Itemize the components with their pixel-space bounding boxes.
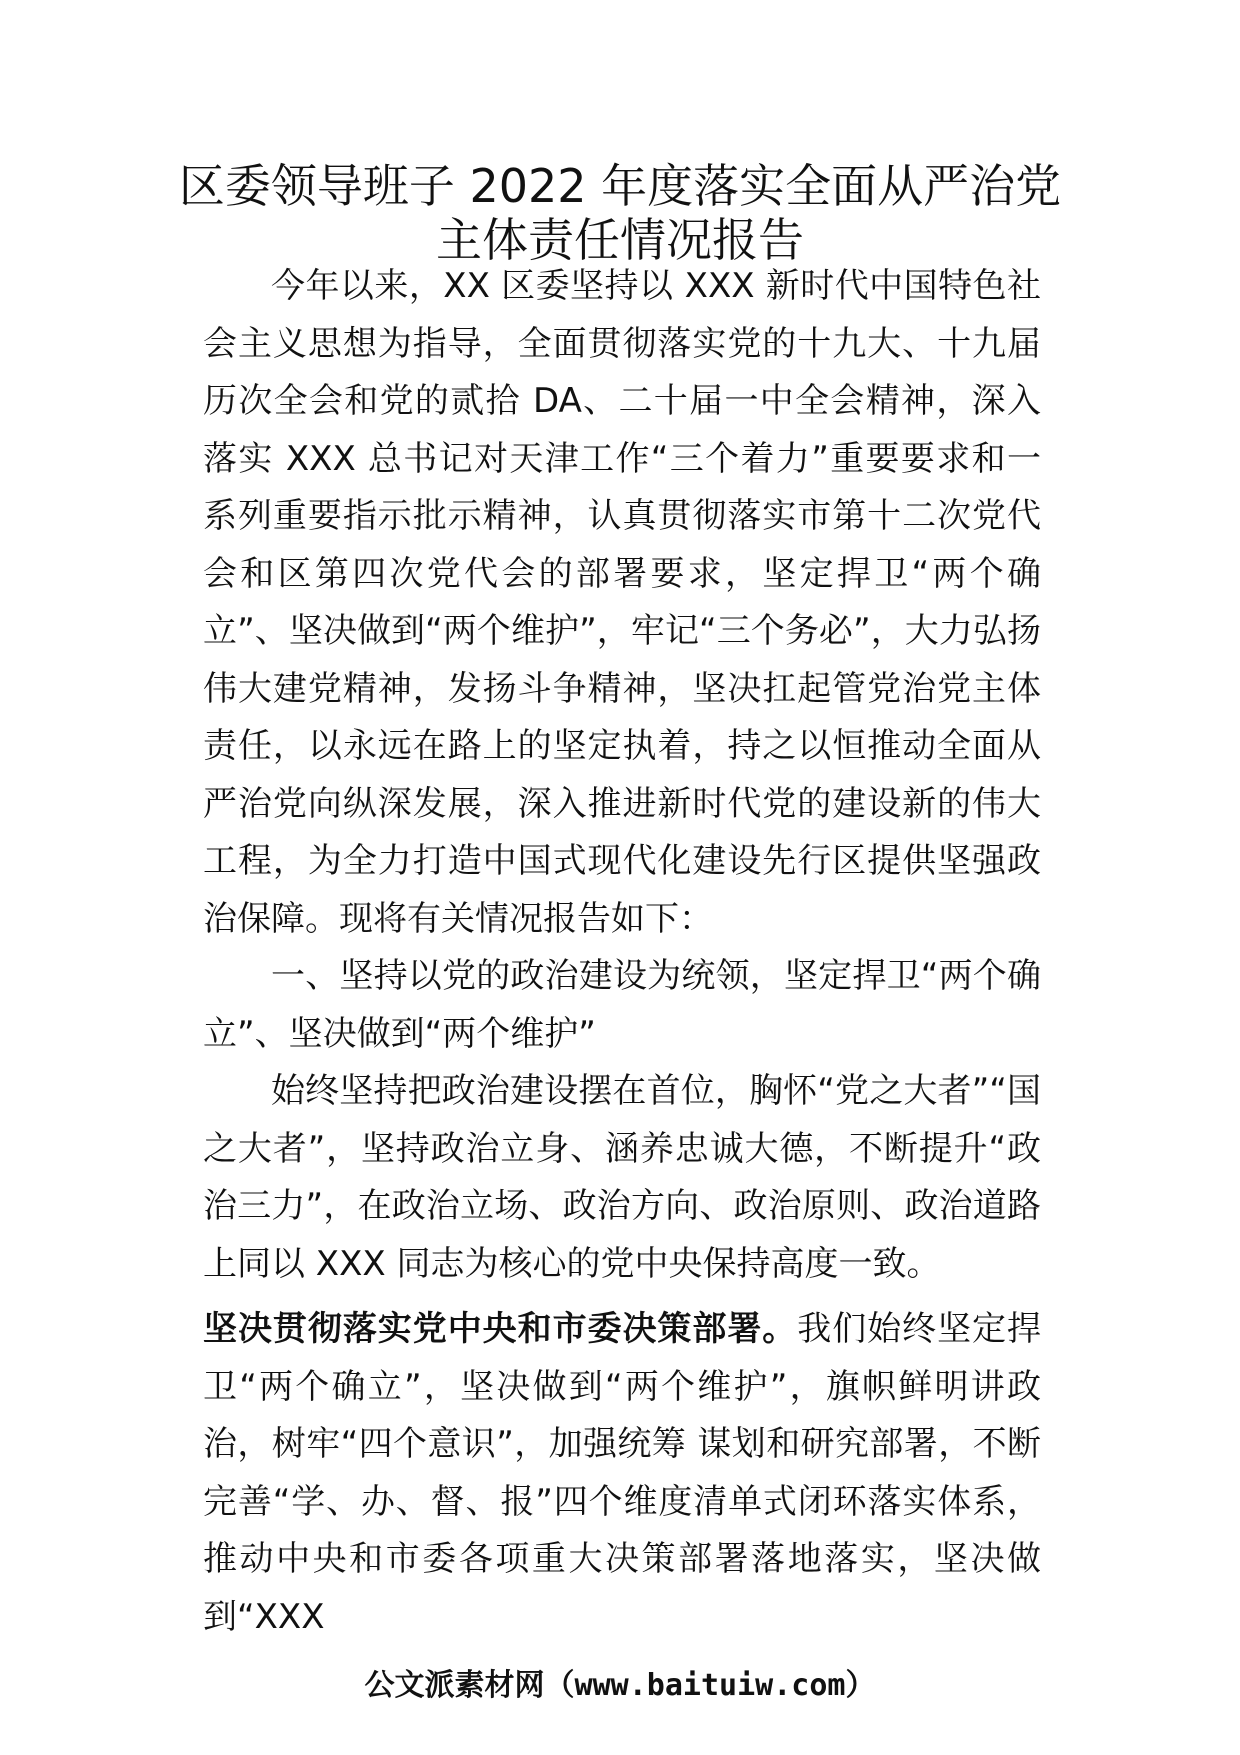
document-title-line-2: 主体责任情况报告 xyxy=(436,213,804,267)
footer-watermark xyxy=(0,1660,1240,1704)
footer-site-name: 公文派素材网 xyxy=(364,1668,545,1703)
footer-paren-close: ） xyxy=(845,1668,876,1703)
section-1-paragraph: 始终坚持把政治建设摆在首位，胸怀“党之大者”“国之大者”，坚持政治立身、涵养忠诚大德，不断提升“政治三力”，在政治立场、政治方向、政治原则、政治道路上同以 XXX 同志为核心的党中央保持高度一致。 xyxy=(203,1071,1041,1284)
subparagraph-bold-lead: 坚决贯彻落实党中央和市委决策部署。 xyxy=(203,1309,798,1349)
section-1-heading: 一、坚持以党的政治建设为统领，坚定捍卫“两个确立”、坚决做到“两个维护” xyxy=(203,956,1041,1054)
intro-paragraph: 今年以来，XX 区委坚持以 XXX 新时代中国特色社会主义思想为指导，全面贯彻落实党的十九大、十九届历次全会和党的贰拾 DA、二十届一中全会精神，深入落实 XXX 总书记对天津工作“三个着力”重要要求和一系列重要指示批示精神，认真贯彻落实市第十二次党代会和区第四次党代会的部署要求，坚定捍卫“两个确立”、坚决做到“两个维护”，牢记“三个务必”，大力弘扬伟大建党精神，发扬斗争精神，坚决扛起管党治党主体责任，以永远在路上的坚定执着，持之以恒推动全面从严治党向纵深发展，深入推进新时代党的建设新的伟大工程，为全力打造中国式现代化建设先行区提供坚强政治保障。现将有关情况报告如下： xyxy=(203,266,1041,939)
section-1-subparagraph xyxy=(203,1301,1041,1646)
paragraph-spacer xyxy=(203,1293,1041,1301)
footer-url: www.baituiw.com xyxy=(574,1668,846,1703)
document-body xyxy=(203,258,1041,1646)
subparagraph-text: 我们始终坚定捍卫“两个确立”，坚决做到“两个维护”，旗帜鲜明讲政治，树牢“四个意识”，加强统筹 谋划和研究部署，不断完善“学、办、督、报”四个维度清单式闭环落实体系，推动中央和市委各项重大决策部署落地落实，坚决做到“XXX xyxy=(203,1309,1042,1637)
footer-paren-open: （ xyxy=(544,1668,575,1703)
document-title-line-1: 区委领导班子 2022 年度落实全面从严治党 xyxy=(178,159,1062,213)
